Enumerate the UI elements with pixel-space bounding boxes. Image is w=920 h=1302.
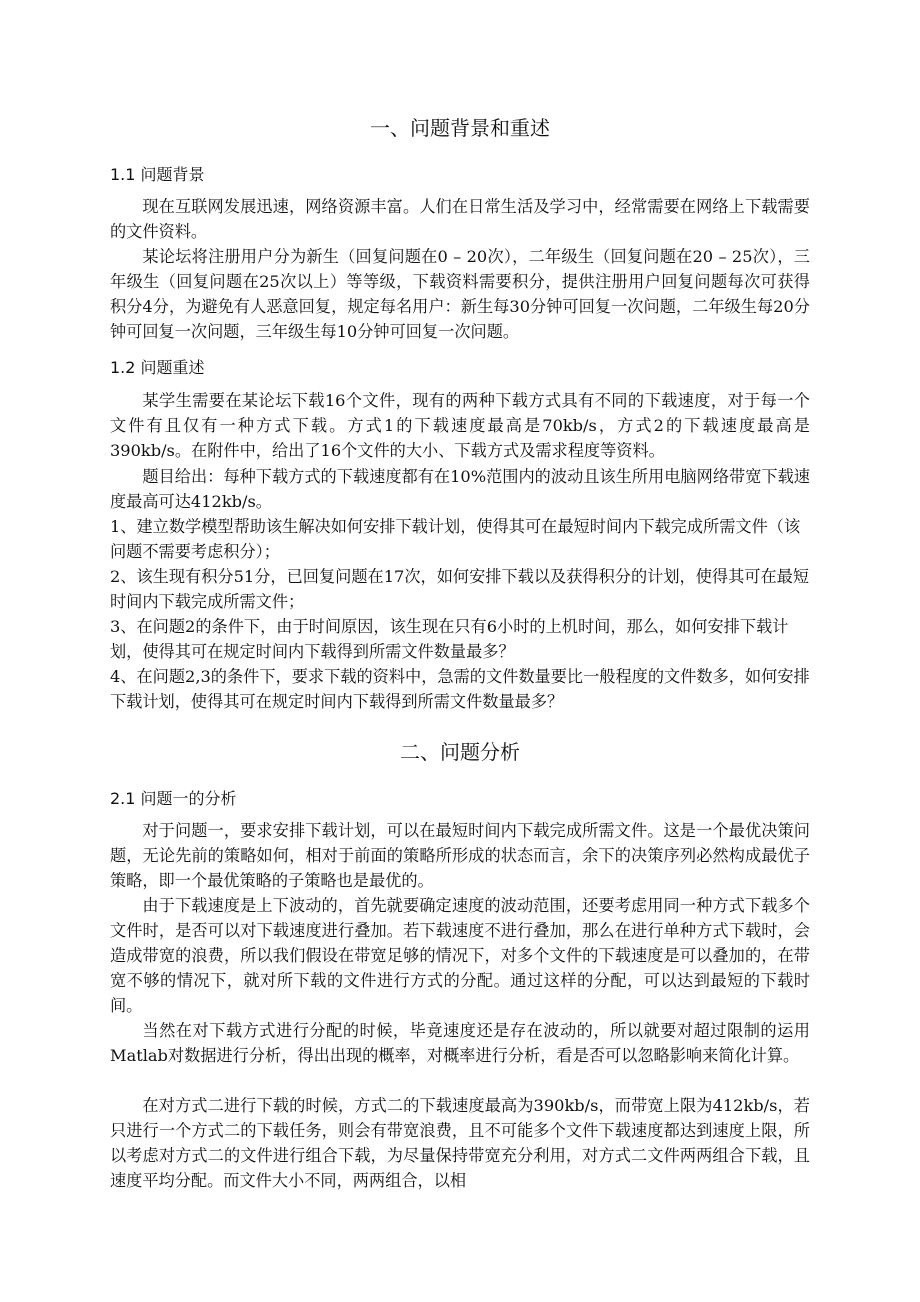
list-item-number: 1、 <box>110 517 137 536</box>
list-item <box>110 614 810 664</box>
list-item-text: 在问题2,3的条件下，要求下载的资料中，急需的文件数量要比一般程度的文件数多，如何安排下载计划，使得其可在规定时间内下载得到所需文件数量最多？ <box>110 667 810 711</box>
subsection-title-2-1: 2.1 问题一的分析 <box>110 789 237 808</box>
paragraph-1-2-2: 题目给出：每种下载方式的下载速度都有在10%范围内的波动且该生所用电脑网络带宽下载速度最高可达412kb/s。 <box>110 467 810 511</box>
paragraph-1-1-2: 某论坛将注册用户分为新生（回复问题在0 – 20次），二年级生（回复问题在20 – 25次），三年级生（回复问题在25次以上）等等级，下载资料需要积分，提供注册用户回复问题每次可获得积分4分，为避免有人恶意回复，规定每名用户：新生每30分钟可回复一次问题，二年级生每20分钟可回复一次问题，三年级生每10分钟可回复一次问题。 <box>110 247 810 341</box>
paragraph-1-1-1: 现在互联网发展迅速，网络资源丰富。人们在日常生活及学习中，经常需要在网络上下载需要的文件资料。 <box>110 197 810 241</box>
section-title-1: 一、问题背景和重述 <box>370 116 550 140</box>
paragraph-2-1-4: 在对方式二进行下载的时候，方式二的下载速度最高为390kb/s，而带宽上限为412kb/s，若只进行一个方式二的下载任务，则会有带宽浪费，且不可能多个文件下载速度都达到速度上限，所以考虑对方式二的文件进行组合下载，为尽量保持带宽充分利用，对方式二文件两两组合下载，且速度平均分配。而文件大小不同，两两组合，以相 <box>110 1096 810 1190</box>
paragraph-2-1-2: 由于下载速度是上下波动的，首先就要确定速度的波动范围，还要考虑用同一种方式下载多个文件时，是否可以对下载速度进行叠加。若下载速度不进行叠加，那么在进行单种方式下载时，会造成带宽的浪费，所以我们假设在带宽足够的情况下，对多个文件的下载速度是可以叠加的，在带宽不够的情况下，就对所下载的文件进行方式的分配。通过这样的分配，可以达到最短的下载时间。 <box>110 896 810 1015</box>
list-item-text: 在问题2的条件下，由于时间原因，该生现在只有6小时的上机时间，那么，如何安排下载计划，使得其可在规定时间内下载得到所需文件数量最多？ <box>110 617 789 661</box>
list-item-number: 4、 <box>110 667 137 686</box>
list-item-text: 建立数学模型帮助该生解决如何安排下载计划，使得其可在最短时间内下载完成所需文件（该问题不需要考虑积分）； <box>110 517 801 561</box>
list-item <box>110 664 810 714</box>
list-item <box>110 514 810 564</box>
list-item-text: 该生现有积分51分，已回复问题在17次，如何安排下载以及获得积分的计划，使得其可在最短时间内下载完成所需文件； <box>110 567 810 611</box>
subsection-title-1-1: 1.1 问题背景 <box>110 165 205 184</box>
list-item-number: 3、 <box>110 617 137 636</box>
section-title-2: 二、问题分析 <box>400 740 520 764</box>
paragraph-2-1-1: 对于问题一，要求安排下载计划，可以在最短时间内下载完成所需文件。这是一个最优决策问题，无论先前的策略如何，相对于前面的策略所形成的状态而言，余下的决策序列必然构成最优子策略，即一个最优策略的子策略也是最优的。 <box>110 821 810 890</box>
list-item <box>110 564 810 614</box>
paragraph-2-1-3: 当然在对下载方式进行分配的时候，毕竟速度还是存在波动的，所以就要对超过限制的运用Matlab对数据进行分析，得出出现的概率，对概率进行分析，看是否可以忽略影响来简化计算。 <box>110 1021 810 1065</box>
list-item-number: 2、 <box>110 567 137 586</box>
paragraph-1-2-1: 某学生需要在某论坛下载16个文件，现有的两种下载方式具有不同的下载速度，对于每一个文件有且仅有一种方式下载。方式1的下载速度最高是70kb/s，方式2的下载速度最高是390kb/s。在附件中，给出了16个文件的大小、下载方式及需求程度等资料。 <box>110 391 810 460</box>
subsection-title-1-2: 1.2 问题重述 <box>110 358 205 377</box>
